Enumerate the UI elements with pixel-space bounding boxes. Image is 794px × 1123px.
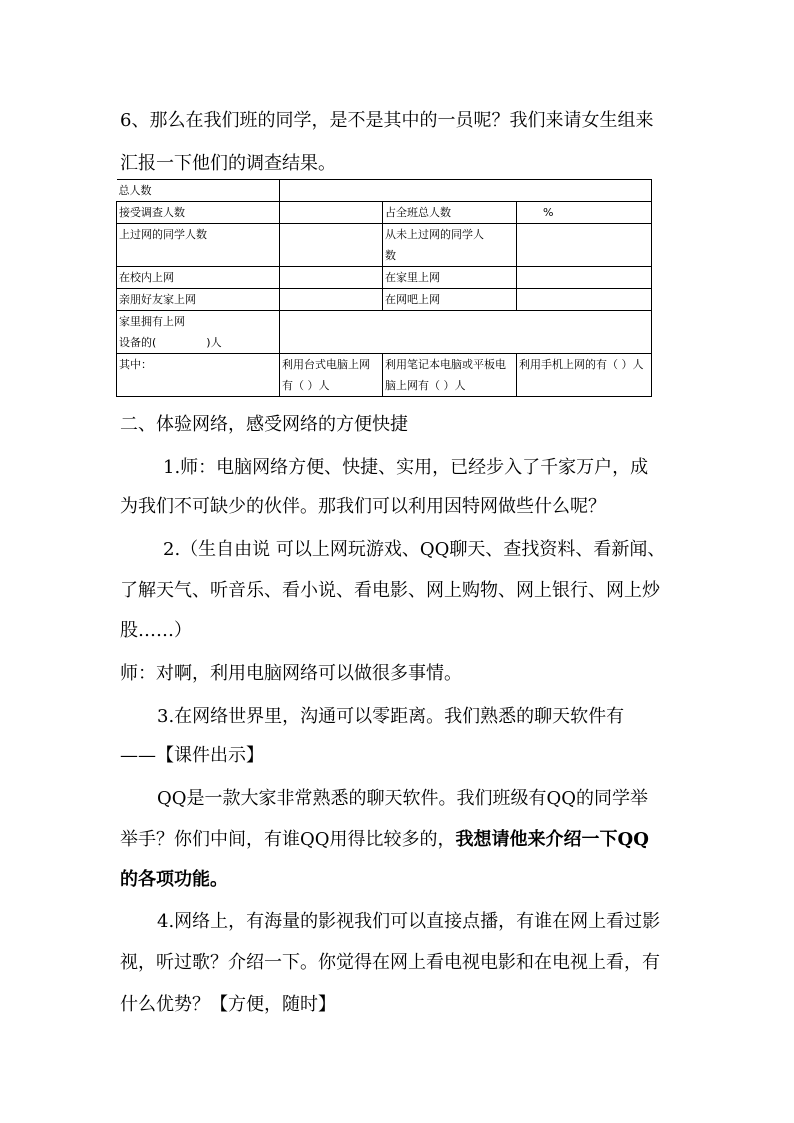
item2-line2: 了解天气、听音乐、看小说、看电影、网上购物、网上银行、网上炒	[120, 580, 660, 601]
qq-line2-bold: 我想请他来介绍一下QQ	[455, 829, 649, 850]
device-value	[280, 311, 652, 354]
never-online-line1: 从未上过网的同学人	[385, 228, 484, 241]
laptop-cell: 利用笔记本电脑或平板电脑上网有（ ）人	[383, 354, 517, 397]
at-school-label: 在校内上网	[117, 267, 280, 289]
table-row	[117, 224, 652, 267]
at-home-label: 在家里上网	[383, 267, 517, 289]
para6-line1: 6、那么在我们班的同学，是不是其中的一员呢？我们来请女生组来	[120, 110, 654, 131]
item2-line1: 2.（生自由说 可以上网玩游戏、QQ聊天、查找资料、看新闻、	[163, 539, 666, 560]
table-row	[117, 311, 652, 354]
device-line1: 家里拥有上网	[119, 315, 185, 328]
device-line2-end: )人	[206, 336, 222, 349]
at-home-value	[517, 267, 652, 289]
total-label: 总人数	[117, 180, 280, 202]
phone-cell: 利用手机上网的有（ ）人	[517, 354, 652, 397]
item3-line1: 3.在网络世界里，沟通可以零距离。我们熟悉的聊天软件有	[157, 706, 625, 727]
class-pct-value: %	[517, 202, 652, 224]
never-online-value	[517, 224, 652, 267]
teacher-line: 师：对啊，利用电脑网络可以做很多事情。	[120, 663, 462, 684]
surveyed-value	[280, 202, 383, 224]
at-school-value	[280, 267, 383, 289]
table-row	[117, 202, 652, 224]
item1-line1: 1.师：电脑网络方便、快捷、实用，已经步入了千家万户，成	[163, 457, 649, 478]
qq-line3: 的各项功能。	[120, 869, 228, 890]
table-row	[117, 267, 652, 289]
online-label: 上过网的同学人数	[117, 224, 280, 267]
qq-line2-normal: 举手？你们中间，有谁QQ用得比较多的，	[120, 829, 456, 850]
table-row	[117, 180, 652, 202]
item1-line2: 为我们不可缺少的伙伴。那我们可以利用因特网做些什么呢？	[120, 496, 606, 517]
table-row	[117, 354, 652, 397]
para6-line2: 汇报一下他们的调查结果。	[120, 153, 336, 174]
item2-line3: 股……）	[120, 620, 192, 641]
table-row	[117, 289, 652, 311]
survey-table	[116, 179, 652, 397]
online-value	[280, 224, 383, 267]
class-pct-label: 占全班总人数	[383, 202, 517, 224]
desktop-cell: 利用台式电脑上网有（ ）人	[280, 354, 383, 397]
never-online-line2: 数	[385, 249, 396, 262]
qq-line2	[120, 825, 680, 851]
device-line2	[119, 332, 277, 353]
total-value	[280, 180, 652, 202]
never-online-label	[383, 224, 517, 267]
qq-line1: QQ是一款大家非常熟悉的聊天软件。我们班级有QQ的同学举	[157, 788, 649, 809]
item4-line2: 视，听过歌？介绍一下。你觉得在网上看电视电影和在电视上看，有	[120, 952, 660, 973]
surveyed-label: 接受调查人数	[117, 202, 280, 224]
at-cafe-value	[517, 289, 652, 311]
section2-heading: 二、体验网络，感受网络的方便快捷	[120, 414, 408, 435]
device-line2-start: 设备的(	[119, 336, 157, 349]
item4-line3: 什么优势？【方便，随时】	[120, 994, 336, 1015]
device-label	[117, 311, 280, 354]
at-relatives-value	[280, 289, 383, 311]
at-relatives-label: 亲朋好友家上网	[117, 289, 280, 311]
among-label: 其中：	[117, 354, 280, 397]
item3-line2: ——【课件出示】	[120, 745, 264, 766]
item4-line1: 4.网络上，有海量的影视我们可以直接点播，有谁在网上看过影	[157, 911, 661, 932]
at-cafe-label: 在网吧上网	[383, 289, 517, 311]
